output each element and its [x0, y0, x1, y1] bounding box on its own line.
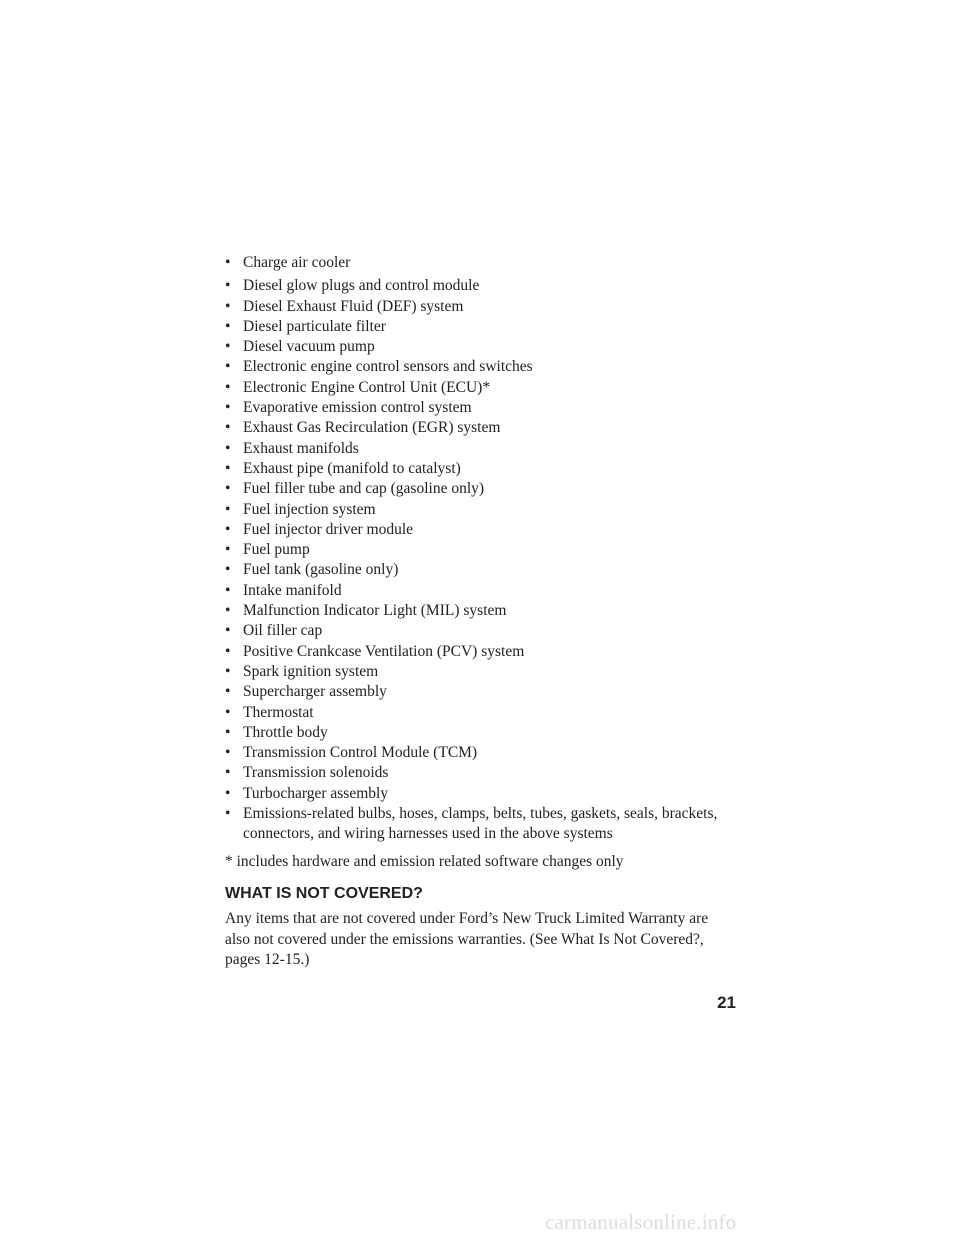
bullet-icon: • [225, 561, 231, 579]
list-item-text: Charge air cooler [243, 254, 351, 271]
list-item-text: Supercharger assembly [243, 683, 387, 701]
bullet-icon: • [225, 378, 231, 396]
list-item-text: Intake manifold [243, 581, 342, 599]
bullet-icon: • [225, 662, 231, 680]
list-item-text: Fuel tank (gasoline only) [243, 561, 399, 579]
list-item [225, 723, 745, 743]
bullet-icon: • [225, 277, 231, 295]
list-item-text: Electronic engine control sensors and switches [243, 358, 533, 376]
bullet-icon: • [225, 642, 231, 660]
list-item [225, 703, 745, 723]
bullet-icon: • [225, 338, 231, 356]
bullet-icon: • [225, 297, 231, 315]
bullet-icon: • [225, 703, 231, 721]
list-item-text: Diesel Exhaust Fluid (DEF) system [243, 297, 464, 315]
list-item-text: Emissions-related bulbs, hoses, clamps, belts, tubes, gaskets, seals, brackets, connectors, and wiring harnesses used in the above systems [243, 805, 718, 843]
list-item-text: Diesel particulate filter [243, 317, 386, 335]
list-item-text: Oil filler cap [243, 622, 323, 640]
list-item [225, 804, 745, 845]
bullet-icon: • [225, 622, 231, 640]
list-item-text: Malfunction Indicator Light (MIL) system [243, 602, 507, 620]
list-item-text: Fuel pump [243, 541, 310, 559]
list-item [225, 642, 745, 662]
list-item [225, 337, 745, 357]
bullet-icon: • [225, 723, 231, 741]
bullet-icon: • [225, 602, 231, 620]
bullet-icon: • [225, 541, 231, 559]
list-item-text: Evaporative emission control system [243, 399, 472, 417]
list-item-text: Exhaust Gas Recirculation (EGR) system [243, 419, 501, 437]
list-item-text: Fuel injector driver module [243, 520, 414, 538]
list-item [225, 682, 745, 702]
footnote: * includes hardware and emission related software changes only [225, 853, 624, 870]
list-item [225, 560, 745, 580]
list-item-text: Thermostat [243, 703, 314, 721]
list-item [225, 357, 745, 377]
bullet-icon: • [225, 317, 231, 335]
list-item [225, 479, 745, 499]
list-item [225, 784, 745, 804]
list-item [225, 581, 745, 601]
list-item [225, 763, 745, 783]
list-item [225, 743, 745, 763]
bullet-icon: • [225, 358, 231, 376]
list-item [225, 459, 745, 479]
bullet-icon: • [225, 683, 231, 701]
bullet-icon: • [225, 764, 231, 782]
bullet-icon: • [225, 254, 231, 271]
list-item [225, 378, 745, 398]
section-heading: WHAT IS NOT COVERED? [225, 885, 423, 902]
list-item-text: Positive Crankcase Ventilation (PCV) system [243, 642, 525, 660]
body-paragraph: Any items that are not covered under Ford’s New Truck Limited Warranty are also not covered under the emissions warranties. (See What Is Not Covered?, pages 12-15.) [225, 910, 709, 968]
list-item-text: Fuel filler tube and cap (gasoline only) [243, 480, 485, 498]
bullet-icon: • [225, 744, 231, 762]
bullet-icon: • [225, 500, 231, 518]
watermark[interactable]: carmanualsonline.info [545, 1210, 737, 1234]
list-item [225, 317, 745, 337]
list-item [225, 297, 745, 317]
list-item-text: Spark ignition system [243, 662, 379, 680]
list-item-text: Throttle body [243, 723, 328, 741]
list-item-text: Transmission Control Module (TCM) [243, 744, 478, 762]
bullet-icon: • [225, 399, 231, 417]
list-item [225, 276, 745, 296]
bullet-icon: • [225, 419, 231, 437]
bullet-icon: • [225, 520, 231, 538]
list-item [225, 439, 745, 459]
list-item [225, 662, 745, 682]
list-item-text: Exhaust pipe (manifold to catalyst) [243, 459, 461, 477]
list-item [225, 520, 745, 540]
list-item-text: Fuel injection system [243, 500, 376, 518]
bullet-icon: • [225, 581, 231, 599]
bullet-icon: • [225, 784, 231, 802]
page-number: 21 [717, 993, 736, 1012]
list-item [225, 621, 745, 641]
bullet-icon: • [225, 480, 231, 498]
list-item [225, 253, 745, 273]
bullet-icon: • [225, 459, 231, 477]
list-item-text: Diesel vacuum pump [243, 338, 375, 356]
list-item [225, 601, 745, 621]
list-item-text: Electronic Engine Control Unit (ECU)* [243, 378, 491, 396]
list-item-text: Turbocharger assembly [243, 784, 389, 802]
list-item [225, 418, 745, 438]
bullet-icon: • [225, 439, 231, 457]
list-item-text: Exhaust manifolds [243, 439, 359, 457]
covered-parts-list [225, 253, 745, 845]
list-item [225, 540, 745, 560]
list-item-text: Diesel glow plugs and control module [243, 277, 480, 295]
bullet-icon: • [225, 805, 231, 823]
list-item [225, 500, 745, 520]
list-item-text: Transmission solenoids [243, 764, 389, 782]
list-item [225, 398, 745, 418]
